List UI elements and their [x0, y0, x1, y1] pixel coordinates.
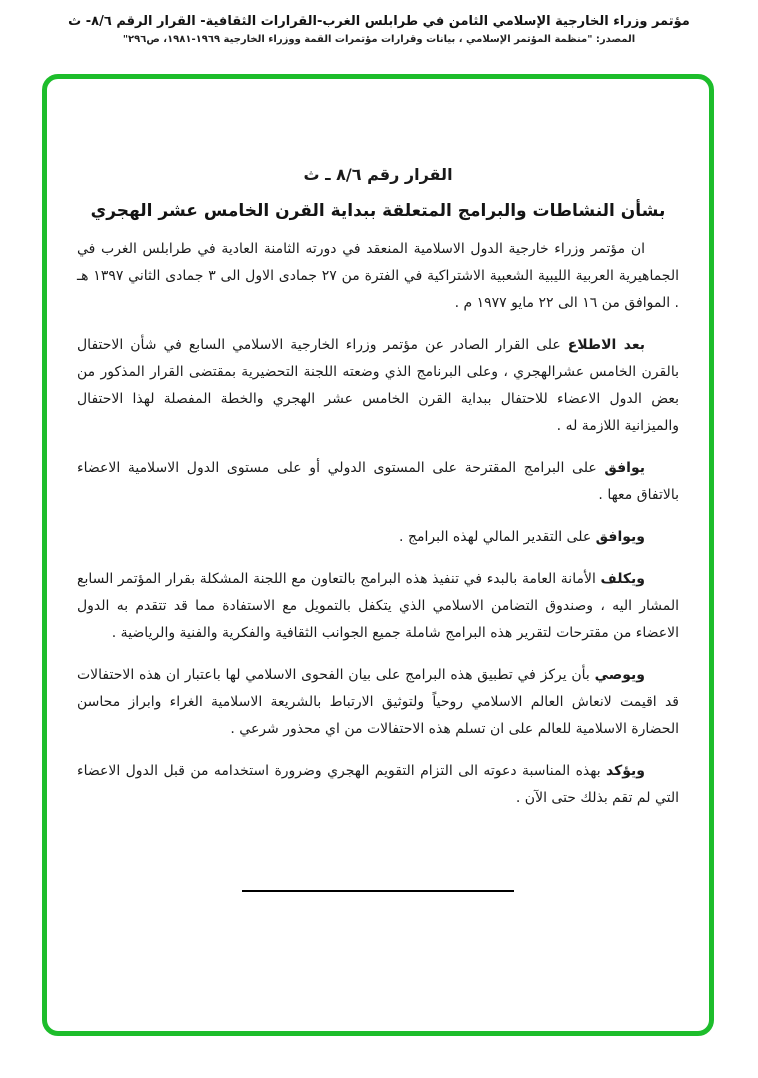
paragraph-text: بهذه المناسبة دعوته الى التزام التقويم الهجري وضرورة استخدامه من قبل الدول الاعضاء التي لم تقم بذلك حتى الآن .	[77, 763, 679, 806]
resolution-subject-title: بشأن النشاطات والبرامج المتعلقة ببداية القرن الخامس عشر الهجري	[90, 201, 666, 221]
paragraph-text: ان مؤتمر وزراء خارجية الدول الاسلامية المنعقد في دورته الثامنة العادية في طرابلس الغرب في الجماهيرية العربية الليبية الشعبية الاشتراكية في الفترة من ٢٧ جمادى الاول الى ٣ جمادى الثاني ١٣٩٧ هـ . الموافق من ١٦ الى ٢٢ مايو ١٩٧٧ م .	[77, 241, 679, 311]
paragraph-text: على التقدير المالي لهذه البرامج .	[399, 529, 592, 545]
paragraph-preamble	[77, 236, 679, 317]
document-content	[47, 79, 709, 892]
paragraph-lead: ويوافق	[595, 529, 645, 545]
paragraph-affirmation	[77, 758, 679, 812]
paragraph-lead: يوافق	[604, 460, 645, 476]
paragraph-review	[77, 332, 679, 440]
paragraph-recommendation	[77, 662, 679, 743]
paragraph-mandate	[77, 566, 679, 647]
paragraph-text: بأن يركز في تطبيق هذه البرامج على بيان الفحوى الاسلامي لها باعتبار ان هذه الاحتفالات قد اقيمت لانعاش العالم الاسلامي روحياً ولتوثيق الارتباط بالشريعة الاسلامية الغراء وابراز محاسن الحضارة الاسلامية للعالم على ان تسلم هذه الاحتفالات من اي محذور شرعي .	[77, 667, 679, 737]
paragraph-lead: ويكلف	[600, 571, 646, 587]
header-source: المصدر: "منظمة المؤتمر الإسلامي ، بيانات وقرارات مؤتمرات القمة ووزراء الخارجية ١٩٦٩-١٩٨١، ص٢٩٦"	[122, 34, 636, 45]
divider	[242, 890, 514, 892]
document-frame	[42, 74, 714, 1036]
paragraph-lead: بعد الاطلاع	[567, 337, 645, 353]
resolution-number-title: القرار رقم ٨/٦ ـ ث	[303, 165, 453, 184]
paragraph-approval-budget	[77, 524, 679, 551]
paragraph-lead: ويوصي	[594, 667, 645, 683]
paragraph-approval-programs	[77, 455, 679, 509]
paragraph-text: على البرامج المقترحة على المستوى الدولي أو على مستوى الدول الاسلامية الاعضاء بالاتفاق معها .	[77, 460, 679, 503]
header-title: مؤتمر وزراء الخارجية الإسلامي الثامن في طرابلس الغرب-القرارات الثقافية- القرار الرقم ٨/٦- ث	[68, 14, 690, 29]
paragraph-text: على القرار الصادر عن مؤتمر وزراء الخارجية الاسلامي السابع في شأن الاحتفال بالقرن الخامس عشرالهجري ، وعلى البرنامج الذي وضعته اللجنة التحضيرية بمقتضى القرار المذكور من بعض الدول الاعضاء للاحتفال ببداية القرن الخامس عشر الهجري والخطة المفصلة لهذا الاحتفال والميزانية اللازمة له .	[77, 337, 679, 434]
paragraph-text: الأمانة العامة بالبدء في تنفيذ هذه البرامج بالتعاون مع اللجنة المشكلة بقرار المؤتمر السابع المشار اليه ، وصندوق التضامن الاسلامي الذي يتكفل بالتمويل مع الاستفادة مما قد تتقدم به الدول الاعضاء من مقترحات لتقرير هذه البرامج شاملة جميع الجوانب الثقافية والفكرية والفنية والرياضية .	[77, 571, 679, 641]
document-header	[0, 0, 758, 45]
paragraph-lead: ويؤكد	[606, 763, 646, 779]
